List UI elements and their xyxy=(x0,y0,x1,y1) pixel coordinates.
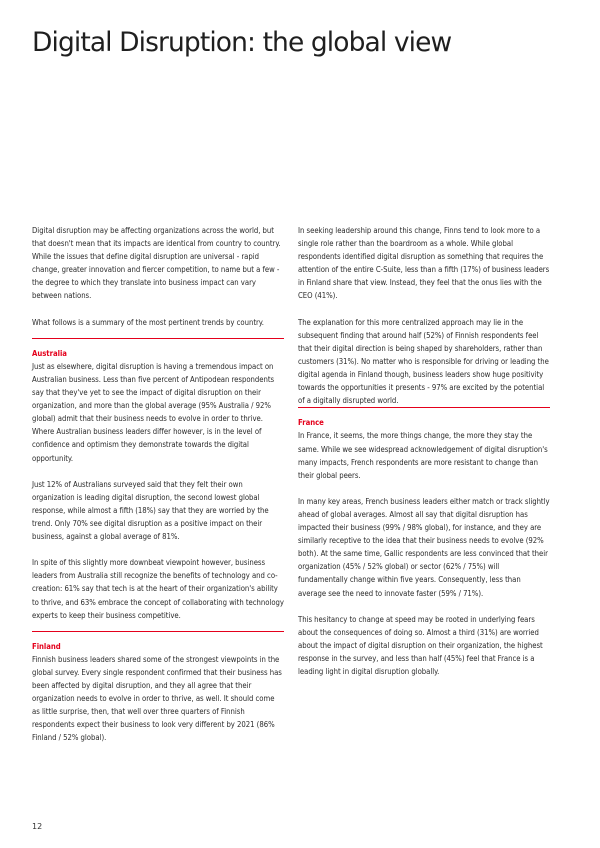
finland-continued-paragraph-1: In seeking leadership around this change, Finns tend to look more to a single role rather than the boardroom as a whole. While global respondents identified digital disruption as something that requires the attention of the entire C-Suite, less than a fifth (17%) of business leaders in Finland share that view. Instead, they feel that the onus lies with the CEO (41%). xyxy=(298,226,550,301)
right-column xyxy=(298,224,550,691)
france-divider xyxy=(298,407,550,408)
france-paragraph-2: In many key areas, French business leaders either match or track slightly ahead of global averages. Almost all say that digital disruption has impacted their business (99% / 98% global), for instance, and they are similarly receptive to the idea that their business needs to evolve (92% both). At the same time, Gallic respondents are less convinced that their organization (45% / 52% global) or sector (62% / 75%) will fundamentally change within five years. Consequently, less than average see the need to innovate faster (59% / 71%). xyxy=(298,496,550,598)
finland-continued-paragraph-2: The explanation for this more centralized approach may lie in the subsequent finding that around half (52%) of Finnish respondents feel that their digital direction is being shaped by shareholders, rather than customers (31%). No matter who is responsible for driving or leading the digital agenda in Finland though, business leaders show huge positivity towards the opportunities it presents - 97% are excited by the potential of a digitally disrupted world. xyxy=(298,317,549,406)
australia-heading: Australia xyxy=(32,348,67,358)
finland-paragraph-1: Finnish business leaders shared some of the strongest viewpoints in the global survey. Every single respondent confirmed that their business has been affected by digital disruption, and they all agree that their organization needs to evolve in order to thrive, as well. It should come as little surprise, then, that well over three quarters of Finnish respondents expect their business to look very different by 2021 (86% Finland / 52% global). xyxy=(32,654,282,743)
australia-paragraph-2: Just 12% of Australians surveyed said that they felt their own organization is leading digital disruption, the second lowest global response, while almost a fifth (18%) say that they are worried by the trend. Only 70% see digital disruption as a positive impact on their business, against a global average of 81%. xyxy=(32,479,269,542)
intro-paragraph: Digital disruption may be affecting organizations across the world, but that doesn't mean that its impacts are identical from country to country. While the issues that define digital disruption are universal - rapid change, greater innovation and fiercer competition, to name but a few - the degree to which they translate into business impact can vary between nations. xyxy=(32,226,281,301)
australia-paragraph-3: In spite of this slightly more downbeat viewpoint however, business leaders from Australia still recognize the benefits of technology and co-creation: 61% say that tech is at the heart of their organization's ability to thrive, and 63% embrace the concept of collaborating with technology experts to keep their business competitive. xyxy=(32,558,284,620)
summary-paragraph: What follows is a summary of the most pertinent trends by country. xyxy=(32,317,264,327)
france-paragraph-1: In France, it seems, the more things change, the more they stay the same. While we see widespread acknowledgement of digital disruption's many impacts, French respondents are more resistant to change than their global peers. xyxy=(298,431,548,480)
france-paragraph-3: This hesitancy to change at speed may be rooted in underlying fears about the consequences of doing so. Almost a third (31%) are worried about the impact of digital disruption on their organization, the highest response in the survey, and less than half (45%) feel that France is a leading light in digital disruption globally. xyxy=(298,614,543,677)
australia-divider xyxy=(32,338,284,339)
finland-heading: Finland xyxy=(32,641,61,651)
page-number: 12 xyxy=(32,822,43,831)
france-heading: France xyxy=(298,418,324,428)
finland-divider xyxy=(32,631,284,632)
page-title: Digital Disruption: the global view xyxy=(32,27,452,58)
left-column xyxy=(32,224,284,758)
australia-paragraph-1: Just as elsewhere, digital disruption is having a tremendous impact on Australian business. Less than five percent of Antipodean respondents say that they've yet to see the impact of digital disruption on their organization, and more than the global average (95% Australia / 92% global) admit that their business needs to evolve in order to thrive. Where Australian business leaders differ however, is in the level of confidence and optimism they demonstrate towards the digital opportunity. xyxy=(32,361,275,463)
